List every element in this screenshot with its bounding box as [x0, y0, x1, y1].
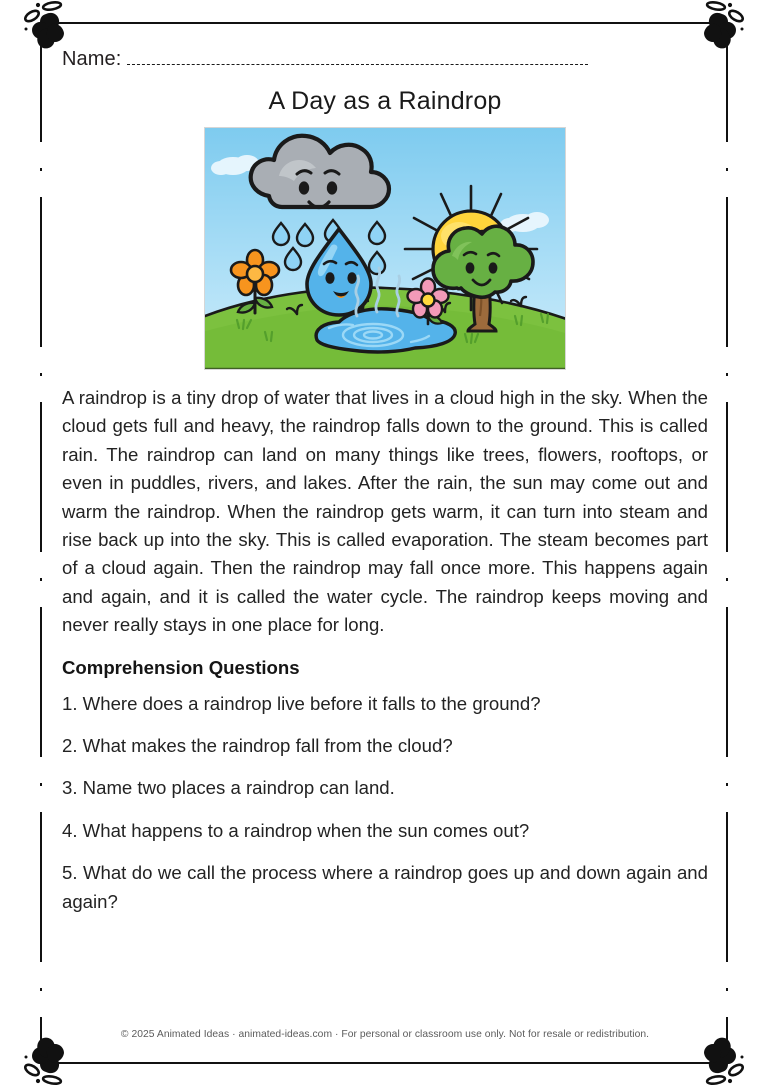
frame-dot — [726, 988, 728, 991]
frame-dash — [726, 402, 728, 552]
frame-dash — [726, 1017, 728, 1064]
frame-dash — [726, 812, 728, 962]
frame-left-rail — [40, 22, 42, 1064]
raindrop-eye-right — [347, 272, 356, 284]
tree-eye-right — [489, 262, 498, 273]
cloud-eye-right — [327, 181, 337, 194]
frame-dot — [40, 988, 42, 991]
question-3: 3. Name two places a raindrop can land. — [62, 777, 395, 799]
frame-dot — [726, 783, 728, 786]
water-cycle-scene-svg — [205, 128, 565, 369]
frame-right-rail — [726, 22, 728, 1064]
reading-passage: A raindrop is a tiny drop of water that lives in a cloud high in the sky. When the cloud gets full and heavy, the raindrop falls down to the ground. This is called rain. The raindrop can land on many things like trees, flowers, rooftops, or even in puddles, rivers, and lakes. After the rain, the sun may come out and warm the raindrop. When the raindrop gets warm, it can turn into steam and rise back up into the sky. This is called evaporation. The steam becomes part of a cloud again. Then the raindrop may fall once more. This happens again and again, and it is called the water cycle. The raindrop keeps moving and never really stays in one place for long. — [62, 387, 708, 636]
frame-dash — [40, 402, 42, 552]
name-write-in-line[interactable] — [127, 51, 588, 65]
copyright-footer: © 2025 Animated Ideas · animated-ideas.com · For personal or classroom use only. Not for resale or redistribution. — [120, 1029, 650, 1040]
question-2: 2. What makes the raindrop fall from the cloud? — [62, 735, 453, 757]
raindrop-eye-left — [325, 272, 334, 284]
question-4: 4. What happens to a raindrop when the sun comes out? — [62, 819, 530, 841]
frame-dot — [726, 168, 728, 171]
frame-dot — [726, 373, 728, 376]
orange-flower-center — [247, 266, 263, 282]
tree-eye-left — [466, 262, 475, 273]
frame-dash — [40, 22, 42, 142]
page-title: A Day as a Raindrop — [268, 87, 502, 115]
frame-dash — [726, 607, 728, 757]
frame-dot — [40, 168, 42, 171]
pink-flower-center — [422, 294, 435, 307]
name-label: Name: — [62, 48, 122, 70]
comprehension-questions-heading: Comprehension Questions — [62, 656, 300, 678]
frame-dash — [40, 607, 42, 757]
frame-dash — [726, 22, 728, 142]
frame-dot — [726, 578, 728, 581]
frame-dot — [40, 373, 42, 376]
frame-dash — [726, 197, 728, 347]
frame-dash — [40, 1017, 42, 1064]
name-field-row — [62, 48, 708, 71]
frame-dash — [40, 812, 42, 962]
question-1: 1. Where does a raindrop live before it falls to the ground? — [62, 692, 541, 714]
frame-dot — [40, 783, 42, 786]
frame-dash — [40, 197, 42, 347]
frame-dot — [40, 578, 42, 581]
question-5: 5. What do we call the process where a raindrop goes up and down again and again? — [62, 862, 708, 912]
worksheet-illustration — [204, 127, 566, 370]
cloud-eye-left — [299, 181, 309, 194]
worksheet-content — [62, 22, 708, 1064]
